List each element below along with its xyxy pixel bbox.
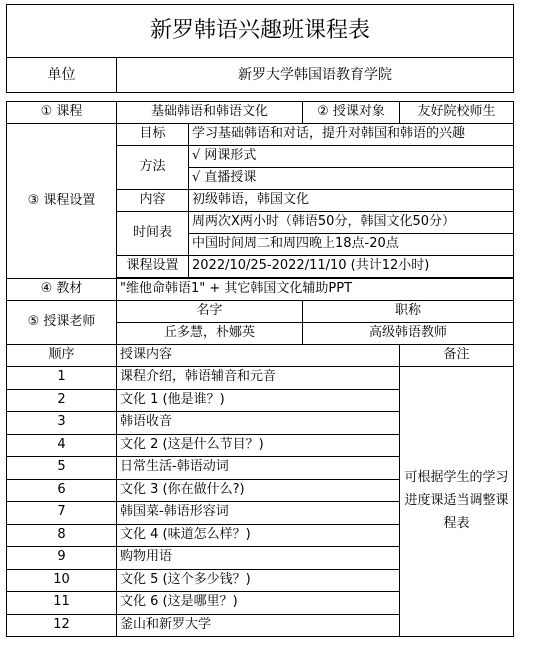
- lesson-content: 文化 6 (这是哪里？): [117, 592, 400, 615]
- audience-value: 友好院校师生: [400, 102, 514, 124]
- course-value: 基础韩语和韩语文化: [117, 102, 303, 124]
- lesson-content: 购物用语: [117, 547, 400, 570]
- lesson-content: 文化 5 (这个多少钱？): [117, 569, 400, 592]
- method-item: √ 网课形式: [189, 146, 514, 168]
- order-header: 顺序: [7, 345, 117, 367]
- lesson-number: 8: [7, 524, 117, 547]
- lesson-number: 6: [7, 479, 117, 502]
- lesson-number: 1: [7, 367, 117, 390]
- lesson-number: 7: [7, 502, 117, 525]
- textbook-label: ④ 教材: [7, 279, 117, 301]
- lesson-number: 10: [7, 569, 117, 592]
- method-item: √ 直播授课: [189, 168, 514, 190]
- remark-note: 可根据学生的学习进度课适当调整课程表: [400, 367, 514, 637]
- lesson-number: 12: [7, 614, 117, 637]
- course-label: ① 课程: [7, 102, 117, 124]
- period-label: 课程设置: [117, 256, 189, 278]
- teacher-name-header: 名字: [117, 301, 303, 323]
- lesson-content: 文化 1 (他是谁？): [117, 389, 400, 412]
- course-table: [6, 101, 514, 637]
- schedule-line: 周两次X两小时（韩语50分，韩国文化50分）: [189, 212, 514, 234]
- lesson-content: 文化 4 (味道怎么样？): [117, 524, 400, 547]
- lesson-number: 2: [7, 389, 117, 412]
- table-row: [7, 367, 514, 390]
- teacher-names: 丘多慧，朴娜英: [117, 323, 303, 345]
- content-value: 初级韩语，韩国文化: [189, 190, 514, 212]
- schedule-line: 中国时间周二和周四晚上18点-20点: [189, 234, 514, 256]
- lesson-content: 韩语收音: [117, 412, 400, 435]
- lesson-number: 11: [7, 592, 117, 615]
- settings-label: ③ 课程设置: [7, 124, 117, 279]
- goal-value: 学习基础韩语和对话，提升对韩国和韩语的兴趣: [189, 124, 514, 146]
- teacher-title: 高级韩语教师: [303, 323, 514, 345]
- goal-label: 目标: [117, 124, 189, 146]
- unit-label: 单位: [7, 58, 117, 93]
- lesson-content: 文化 2 (这是什么节目？): [117, 434, 400, 457]
- lesson-content: 韩国菜-韩语形容词: [117, 502, 400, 525]
- content-label: 内容: [117, 190, 189, 212]
- lesson-content: 课程介绍，韩语辅音和元音: [117, 367, 400, 390]
- lesson-content: 文化 3 (你在做什么?): [117, 479, 400, 502]
- lesson-number: 4: [7, 434, 117, 457]
- schedule-label: 时间表: [117, 212, 189, 256]
- lesson-number: 5: [7, 457, 117, 480]
- period-value: 2022/10/25-2022/11/10 (共计12小时): [189, 256, 514, 278]
- method-label: 方法: [117, 146, 189, 190]
- lesson-content: 日常生活-韩语动词: [117, 457, 400, 480]
- header-table: [6, 4, 514, 93]
- content-header: 授课内容: [117, 345, 400, 367]
- document-title: 新罗韩语兴趣班课程表: [7, 5, 514, 58]
- remark-header: 备注: [400, 345, 514, 367]
- lesson-number: 3: [7, 412, 117, 435]
- unit-value: 新罗大学韩国语教育学院: [117, 58, 514, 93]
- schedule-document: [6, 4, 513, 637]
- lesson-number: 9: [7, 547, 117, 570]
- textbook-value: "维他命韩语1" + 其它韩国文化辅助PPT: [117, 279, 514, 301]
- lesson-content: 釜山和新罗大学: [117, 614, 400, 637]
- audience-label: ② 授课对象: [303, 102, 400, 124]
- teacher-title-header: 职称: [303, 301, 514, 323]
- teacher-label: ⑤ 授课老师: [7, 301, 117, 345]
